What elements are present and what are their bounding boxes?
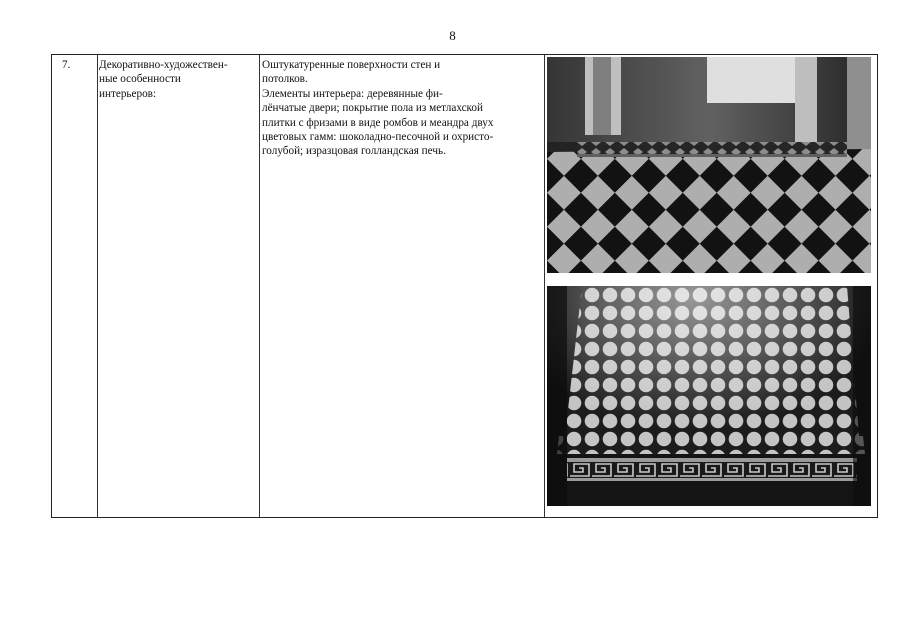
description-line: цветовых гамм: шоколадно-песочной и охристо- <box>262 131 494 144</box>
description-line: потолков. <box>262 73 308 86</box>
page-number: 8 <box>449 28 456 43</box>
monument-features-table <box>51 54 878 518</box>
row-number: 7. <box>62 59 71 71</box>
octagon-tile-floor-image <box>547 286 871 506</box>
description-line: Элементы интерьера: деревянные фи- <box>262 87 443 100</box>
feature-name-line: Декоративно-художествен- <box>99 59 228 71</box>
description-line: плитки с фризами в виде ромбов и меандра двух <box>262 116 494 129</box>
feature-name-line: интерьеров: <box>99 87 157 100</box>
feature-name-cell <box>99 58 257 101</box>
feature-name-line: ные особенности <box>99 73 181 86</box>
feature-description-cell <box>262 58 542 159</box>
column-divider <box>97 55 98 517</box>
column-divider <box>544 55 545 517</box>
description-line: лёнчатые двери; покрытие пола из метлахской <box>262 102 484 115</box>
interior-photo-checkerboard-floor <box>547 57 871 273</box>
column-divider <box>259 55 260 517</box>
checkerboard-floor-image <box>547 57 871 273</box>
description-line: голубой; изразцовая голландская печь. <box>262 145 446 158</box>
interior-photo-octagon-tile-floor <box>547 286 871 506</box>
description-line: Оштукатуренные поверхности стен и <box>262 59 441 71</box>
